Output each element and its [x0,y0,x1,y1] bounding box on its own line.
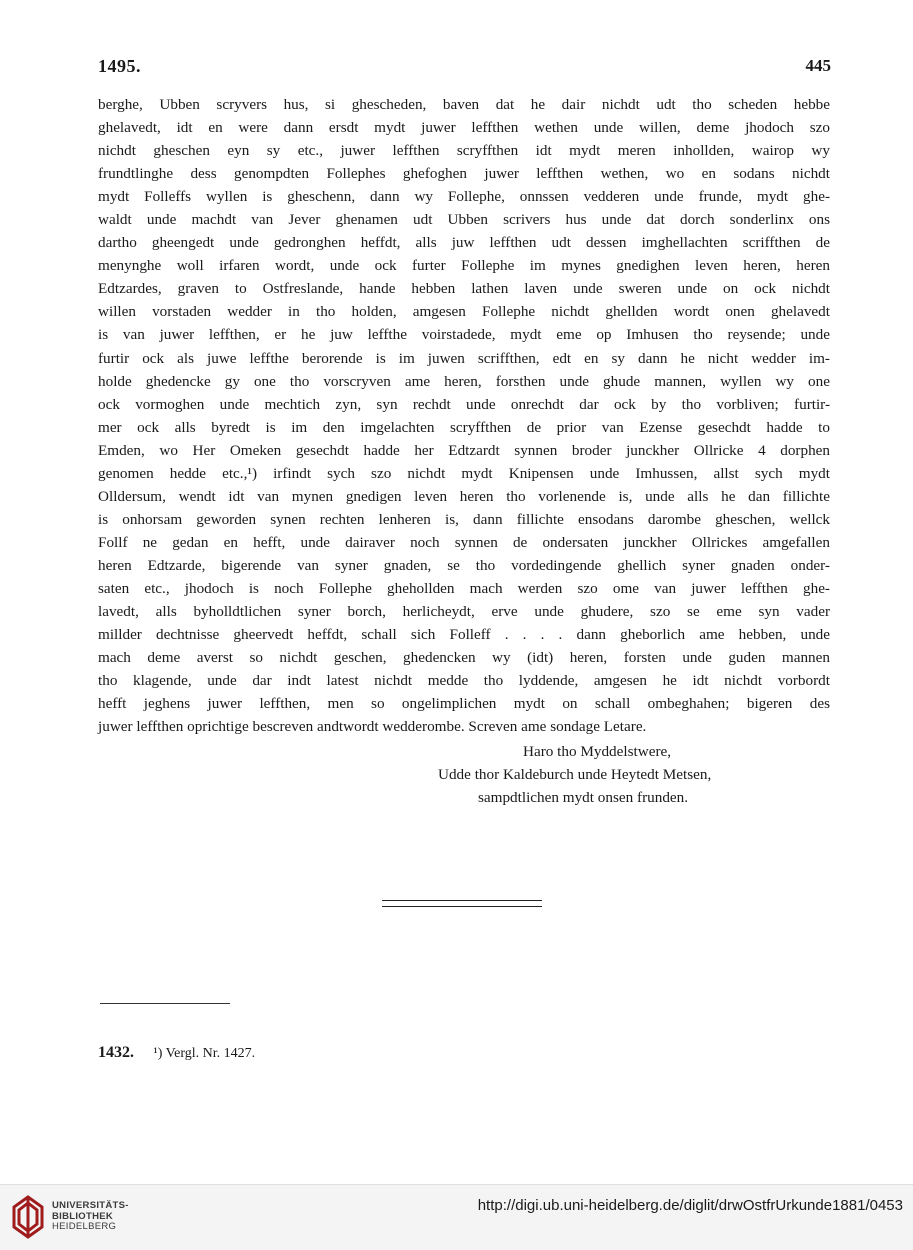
text-line: is onhorsam geworden synen rechten lenheren is, dann fillichte ensodans darombe gheschen, wellck [98,510,830,528]
text-line: Follf ne gedan en hefft, unde dairaver noch synnen de ondersaten junckher Ollrickes amgefallen [98,533,830,551]
text-line: nichdt gheschen eyn sy etc., juwer leffthen scryffthen idt mydt meren inhollden, wairop wy [98,142,830,160]
signature-block [98,740,830,809]
text-line: is van juwer leffthen, er he juw leffthe voirstadede, mydt eme op Imhusen tho reysende; unde [98,326,830,344]
university-seal-icon [8,1193,48,1241]
text-line: tho klagende, unde dar indt latest nichdt medde tho lyddende, amgesen he idt nichdt vorbordt [98,672,830,690]
text-line: waldt unde machdt van Jever ghenamen udt Ubben scrivers hus unde dat dorch sonderlinx ons [98,211,830,229]
library-name-line: BIBLIOTHEK [52,1210,114,1222]
text-line: mer ock alls byredt is im den imgelachten scryffthen de prior van Ezense gesechdt hadde to [98,418,830,436]
text-line: willen vorstaden wedder in tho holden, amgesen Follephe nichdt ghellden wordt onen ghelavedt [98,303,830,321]
text-line: juwer leffthen oprichtige bescreven andtwordt wedderombe. Screven ame sondage Letare. [98,718,647,736]
footnote [98,1044,255,1062]
text-line: furtir ock als juwe leffthe berorende is im juwen scriffthen, edt en sy dann he nicht wedder im- [98,349,830,367]
footnote-document-number: 1432. [98,1044,134,1061]
permalink-url[interactable]: http://digi.ub.uni-heidelberg.de/diglit/drwOstfrUrkunde1881/0453 [477,1197,903,1214]
text-line: menynghe woll irfaren wordt, unde ock furter Follephe im mynes gnedighen leven heren, heren [98,257,830,275]
page-header-year: 1495. [98,56,141,76]
text-line: mach deme averst so nichdt geschen, ghedencken wy (idt) heren, forsten unde guden mannen [98,649,830,667]
text-line: Edtzardes, graven to Ostfreslande, hande hebben lathen laven unde sweren unde on ock nichdt [98,280,830,298]
library-name-line: UNIVERSITÄTS- [52,1200,129,1211]
text-line: dartho gheengedt unde gedronghen heffdt, alls juw leffthen udt dessen imghellachten scriffthen de [98,234,830,252]
text-line: Emden, wo Her Omeken gesechdt hadde her Edtzardt synnen broder junckher Ollricke 4 dorphen [98,441,830,459]
text-line: saten etc., jhodoch is noch Follephe ghehollden mach werden szo ome van juwer leffthen ghe- [98,579,830,597]
section-divider [382,900,542,907]
text-line: ock vormoghen unde mechtich zyn, syn rechdt unde onrechdt dar ock by tho vorbliven; furtir- [98,395,830,413]
signature-line: sampdtlichen mydt onsen frunden. [478,789,689,806]
text-line: holde ghedencke gy one tho vorscryven ame heren, forsthen unde ghude mannen, wyllen wy one [98,372,830,390]
viewer-footer [0,1184,913,1250]
page-number: 445 [805,56,831,75]
text-line: millder dechtnisse gheervedt heffdt, schall sich Folleff . . . . dann gheborlich ame hebben, unde [98,626,830,644]
document-body [98,93,830,738]
footnote-rule [100,1003,230,1004]
text-line: Olldersum, wendt idt van mynen gnedigen leven heren tho vorlenende is, unde alls he dan fillichte [98,487,830,505]
library-name-line: HEIDELBERG [52,1221,117,1232]
signature-line: Udde thor Kaldeburch unde Heytedt Metsen, [438,766,712,783]
text-line: hefft jeghens juwer leffthen, men so ongelimplichen mydt on schall ombeghahen; bigeren des [98,695,830,713]
library-name [52,1201,129,1233]
text-line: lavedt, alls byholldtlichen syner borch, herlicheydt, erve unde ghudere, szo se eme syn vader [98,603,830,621]
text-line: heren Edtzarde, bigerende van syner gnaden, se tho vordedingende ghellich syner gnaden onder- [98,556,830,574]
text-line: ghelavedt, idt en were dann ersdt mydt juwer leffthen wethen unde willen, deme jhodoch szo [98,119,830,137]
text-line: frundtlinghe dess genompdten Follephes ghefoghen juwer leffthen wethen, wo en sodans nichdt [98,165,830,183]
text-line: genomen hedde etc.,¹) irfindt sych szo nichdt mydt Knipensen unde Imhussen, allst sych mydt [98,464,830,482]
text-line: mydt Folleffs wyllen is gheschenn, dann wy Follephe, onnssen vedderen unde frunde, mydt ghe- [98,188,830,206]
footnote-text: ¹) Vergl. Nr. 1427. [153,1046,256,1061]
text-line: berghe, Ubben scryvers hus, si ghescheden, baven dat he dair nichdt udt tho scheden hebbe [98,96,830,113]
signature-line: Haro tho Myddelstwere, [523,743,672,760]
